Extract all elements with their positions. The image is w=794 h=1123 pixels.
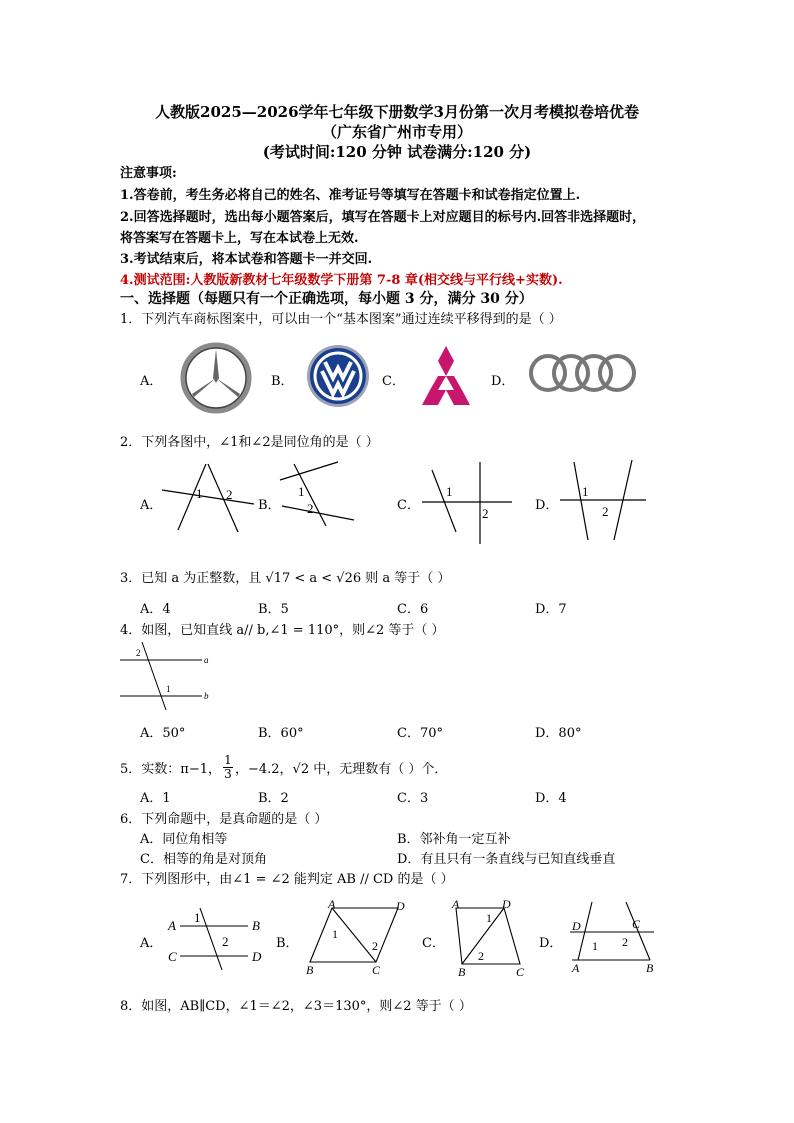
q2-label-b: B．: [258, 498, 281, 513]
q2b-angle-2: 2: [307, 501, 314, 516]
q5-option-d: D．4: [535, 791, 567, 806]
q2d-angle-2: 2: [602, 504, 609, 519]
q5-fraction: [223, 754, 233, 781]
q1-label-c: C．: [382, 374, 405, 389]
q4-option-b: B．60°: [258, 726, 304, 741]
volkswagen-logo-icon: [306, 344, 370, 408]
title-line-3: (考试时间:120 分钟 试卷满分:120 分): [262, 143, 532, 161]
note-2-cont: 将答案写在答题卡上，写在本试卷上无效.: [120, 231, 359, 246]
q2-figure-b: [278, 460, 360, 530]
q6-option-c: C．相等的角是对顶角: [140, 852, 267, 867]
notes-heading: 注意事项:: [120, 166, 177, 181]
q2-label-d: D．: [535, 498, 559, 513]
q7a-letter-d: D: [252, 949, 262, 964]
q7b-angle-1: 1: [332, 927, 338, 941]
note-3: 3.考试结束后，将本试卷和答题卡一并交回.: [120, 252, 373, 267]
q7b-letter-b: B: [306, 963, 314, 977]
q7c-letter-d: D: [502, 897, 511, 911]
q7c-letter-a: A: [452, 897, 460, 911]
q3-stem: 3．已知 a 为正整数，且 √17 < a < √26 则 a 等于（ ）: [120, 571, 451, 586]
q4-option-a: A．50°: [140, 726, 186, 741]
q2a-angle-1: 1: [196, 486, 203, 501]
q7c-angle-2: 2: [478, 949, 484, 963]
q3-option-b: B．5: [258, 602, 289, 617]
q5-stem: [120, 754, 447, 781]
q7-label-c: C．: [422, 936, 445, 951]
q7-figure-b: [302, 897, 412, 978]
section-heading: 一、选择题（每题只有一个正确选项，每小题 3 分，满分 30 分）: [120, 291, 533, 307]
note-4: 4.测试范围:人教版新教材七年级数学下册第 7-8 章(相交线与平行线+实数).: [120, 273, 563, 288]
q5-stem-pre: 5．实数：π−1，: [120, 762, 221, 777]
q2c-angle-1: 1: [446, 484, 453, 499]
q1-label-b: B．: [271, 374, 294, 389]
q4-option-d: D．80°: [535, 726, 582, 741]
q7d-letter-d: D: [572, 919, 581, 933]
q7a-angle-2: 2: [222, 934, 229, 949]
q5-frac-den: 3: [224, 767, 232, 781]
q2-figure-d: [558, 458, 648, 542]
q7d-letter-a: A: [572, 961, 580, 975]
q2a-angle-2: 2: [226, 487, 233, 502]
q7-stem: 7．下列图形中，由∠1 = ∠2 能判定 AB // CD 的是（ ）: [120, 872, 454, 887]
q4-stem: 4．如图，已知直线 a// b,∠1 = 110°，则∠2 等于（ ）: [120, 623, 445, 638]
mitsubishi-logo-icon: [412, 346, 480, 406]
q7b-letter-d: D: [396, 899, 405, 913]
q2d-angle-1: 1: [582, 484, 589, 499]
q3-option-d: D．7: [535, 602, 567, 617]
q2-label-a: A．: [140, 498, 163, 513]
q7c-angle-1: 1: [486, 911, 492, 925]
audi-logo-icon: [528, 352, 638, 394]
q7c-letter-c: C: [516, 965, 525, 979]
q2-figure-c: [420, 460, 516, 546]
q7-label-a: A．: [140, 936, 163, 951]
q7a-angle-1: 1: [194, 910, 201, 925]
q6-option-a: A．同位角相等: [140, 832, 228, 847]
q6-option-d: D．有且只有一条直线与已知直线垂直: [397, 852, 616, 867]
q4-angle-2: 2: [136, 648, 141, 658]
q5-stem-post: ，−4.2，√2 中，无理数有（ ）个．: [234, 762, 448, 777]
note-1: 1.答卷前，考生务必将自己的姓名、准考证号等填写在答题卡和试卷指定位置上.: [120, 188, 581, 203]
q5-option-a: A．1: [140, 791, 171, 806]
q5-option-b: B．2: [258, 791, 289, 806]
q7-figure-a: [166, 906, 268, 970]
q4-line-b: b: [204, 691, 209, 701]
q7-label-b: B．: [276, 936, 299, 951]
q3-option-c: C．6: [397, 602, 429, 617]
q7b-letter-c: C: [372, 963, 381, 977]
q7c-letter-b: B: [458, 965, 466, 979]
q7-label-d: D．: [539, 936, 563, 951]
q1-label-d: D．: [491, 374, 515, 389]
q1-stem: 1．下列汽车商标图案中，可以由一个“基本图案”通过连续平移得到的是（ ）: [120, 312, 562, 327]
q4-angle-1: 1: [166, 684, 171, 694]
q3-option-a: A．4: [140, 602, 171, 617]
q2-label-c: C．: [397, 498, 420, 513]
q5-option-c: C．3: [397, 791, 429, 806]
q6-stem: 6．下列命题中，是真命题的是（ ）: [120, 812, 328, 827]
q7d-letter-b: B: [646, 961, 654, 975]
q2c-angle-2: 2: [482, 506, 489, 521]
q8-stem: 8．如图，AB∥CD，∠1＝∠2，∠3＝130°，则∠2 等于（ ）: [120, 999, 472, 1014]
q7a-letter-c: C: [168, 949, 177, 964]
q7-figure-c: [448, 898, 532, 978]
q1-label-a: A．: [140, 374, 163, 389]
q7d-letter-c: C: [632, 917, 641, 931]
q6-option-b: B．邻补角一定互补: [397, 832, 511, 847]
note-2: 2.回答选择题时，选出每小题答案后，填写在答题卡上对应题目的标号内.回答非选择题时，: [120, 210, 646, 225]
q7a-letter-b: B: [252, 918, 260, 933]
q7b-letter-a: A: [328, 897, 336, 911]
q7-figure-d: [568, 900, 664, 976]
q2-stem: 2．下列各图中，∠1和∠2是同位角的是（ ）: [120, 435, 379, 450]
q4-option-c: C．70°: [397, 726, 443, 741]
q7d-angle-2: 2: [622, 935, 628, 949]
mercedes-logo-icon: [180, 342, 252, 414]
q2-figure-a: [158, 462, 258, 534]
q7d-angle-1: 1: [592, 939, 598, 953]
q4-line-a: a: [204, 655, 209, 665]
q7b-angle-2: 2: [372, 939, 378, 953]
q5-frac-num: 1: [224, 753, 232, 767]
q4-figure: [120, 640, 220, 712]
q7a-letter-a: A: [168, 918, 176, 933]
title-line-2: （广东省广州市专用）: [321, 123, 472, 141]
title-line-1: 人教版2025—2026学年七年级下册数学3月份第一次月考模拟卷培优卷: [155, 103, 639, 121]
q2b-angle-1: 1: [298, 484, 305, 499]
